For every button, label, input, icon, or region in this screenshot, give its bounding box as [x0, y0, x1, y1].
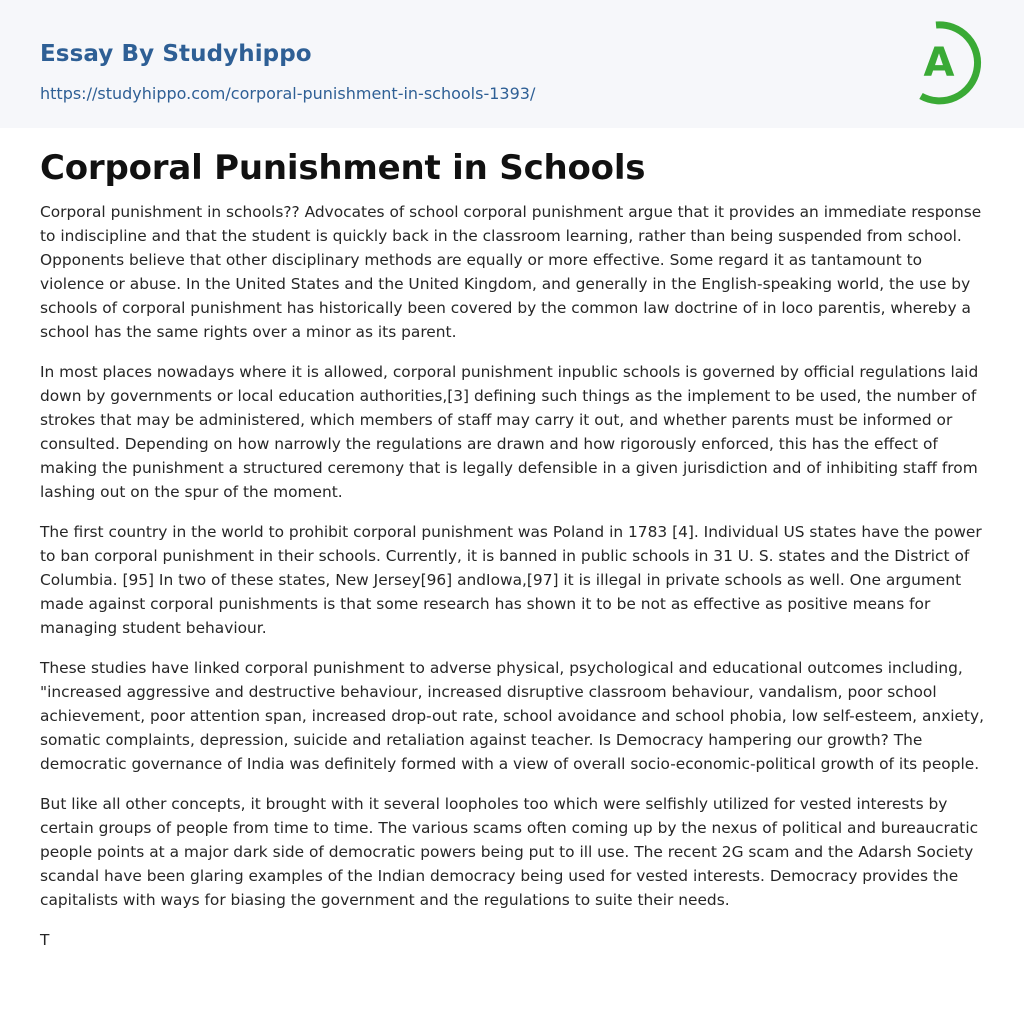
logo-letter: A [923, 40, 955, 86]
site-brand-title[interactable]: Essay By Studyhippo [40, 41, 312, 67]
article-url-link[interactable]: https://studyhippo.com/corporal-punishment-in-schools-1393/ [40, 84, 536, 103]
article-paragraph: The first country in the world to prohibit corporal punishment was Poland in 1783 [4]. Individual US states have the power to ban corporal punishment in their schools. Currently, it is banned in public schools in 31 U. S. states and the District of Columbia. [95] In two of these states, New Jersey[96] andIowa,[97] it is illegal in private schools as well. One argument made against corporal punishments is that some research has shown it to be not as effective as positive means for managing student behaviour. [40, 523, 982, 637]
article-content [40, 146, 988, 968]
article-paragraph: But like all other concepts, it brought with it several loopholes too which were selfishly utilized for vested interests by certain groups of people from time to time. The various scams often coming up by the nexus of political and bureaucratic people points at a major dark side of democratic powers being put to ill use. The recent 2G scam and the Adarsh Society scandal have been glaring examples of the Indian democracy being used for vested interests. Democracy provides the capitalists with ways for biasing the government and the regulations to suite their needs. [40, 795, 979, 909]
article-paragraph-truncated: T [40, 931, 50, 949]
article-paragraph: These studies have linked corporal punishment to adverse physical, psychological and educational outcomes including, "increased aggressive and destructive behaviour, increased disruptive classroom behaviour, vandalism, poor school achievement, poor attention span, increased drop-out rate, school avoidance and school phobia, low self-esteem, anxiety, somatic complaints, depression, suicide and retaliation against teacher. Is Democracy hampering our growth? The democratic governance of India was definitely formed with a view of overall socio-economic-political growth of its people. [40, 659, 985, 773]
studyhippo-logo-icon[interactable] [908, 18, 988, 108]
article-paragraph: In most places nowadays where it is allowed, corporal punishment inpublic schools is governed by official regulations laid down by governments or local education authorities,[3] defining such things as the implement to be used, the number of strokes that may be administered, which members of staff may carry it out, and whether parents must be informed or consulted. Depending on how narrowly the regulations are drawn and how rigorously enforced, this has the effect of making the punishment a structured ceremony that is legally defensible in a given jurisdiction and of inhibiting staff from lashing out on the spur of the moment. [40, 363, 979, 501]
article-title: Corporal Punishment in Schools [40, 148, 646, 188]
site-header [0, 0, 1024, 128]
article-paragraph: Corporal punishment in schools?? Advocates of school corporal punishment argue that it provides an immediate response to indiscipline and that the student is quickly back in the classroom learning, rather than being suspended from school. Opponents believe that other disciplinary methods are equally or more effective. Some regard it as tantamount to violence or abuse. In the United States and the United Kingdom, and generally in the English-speaking world, the use by schools of corporal punishment has historically been covered by the common law doctrine of in loco parentis, whereby a school has the same rights over a minor as its parent. [40, 203, 982, 341]
